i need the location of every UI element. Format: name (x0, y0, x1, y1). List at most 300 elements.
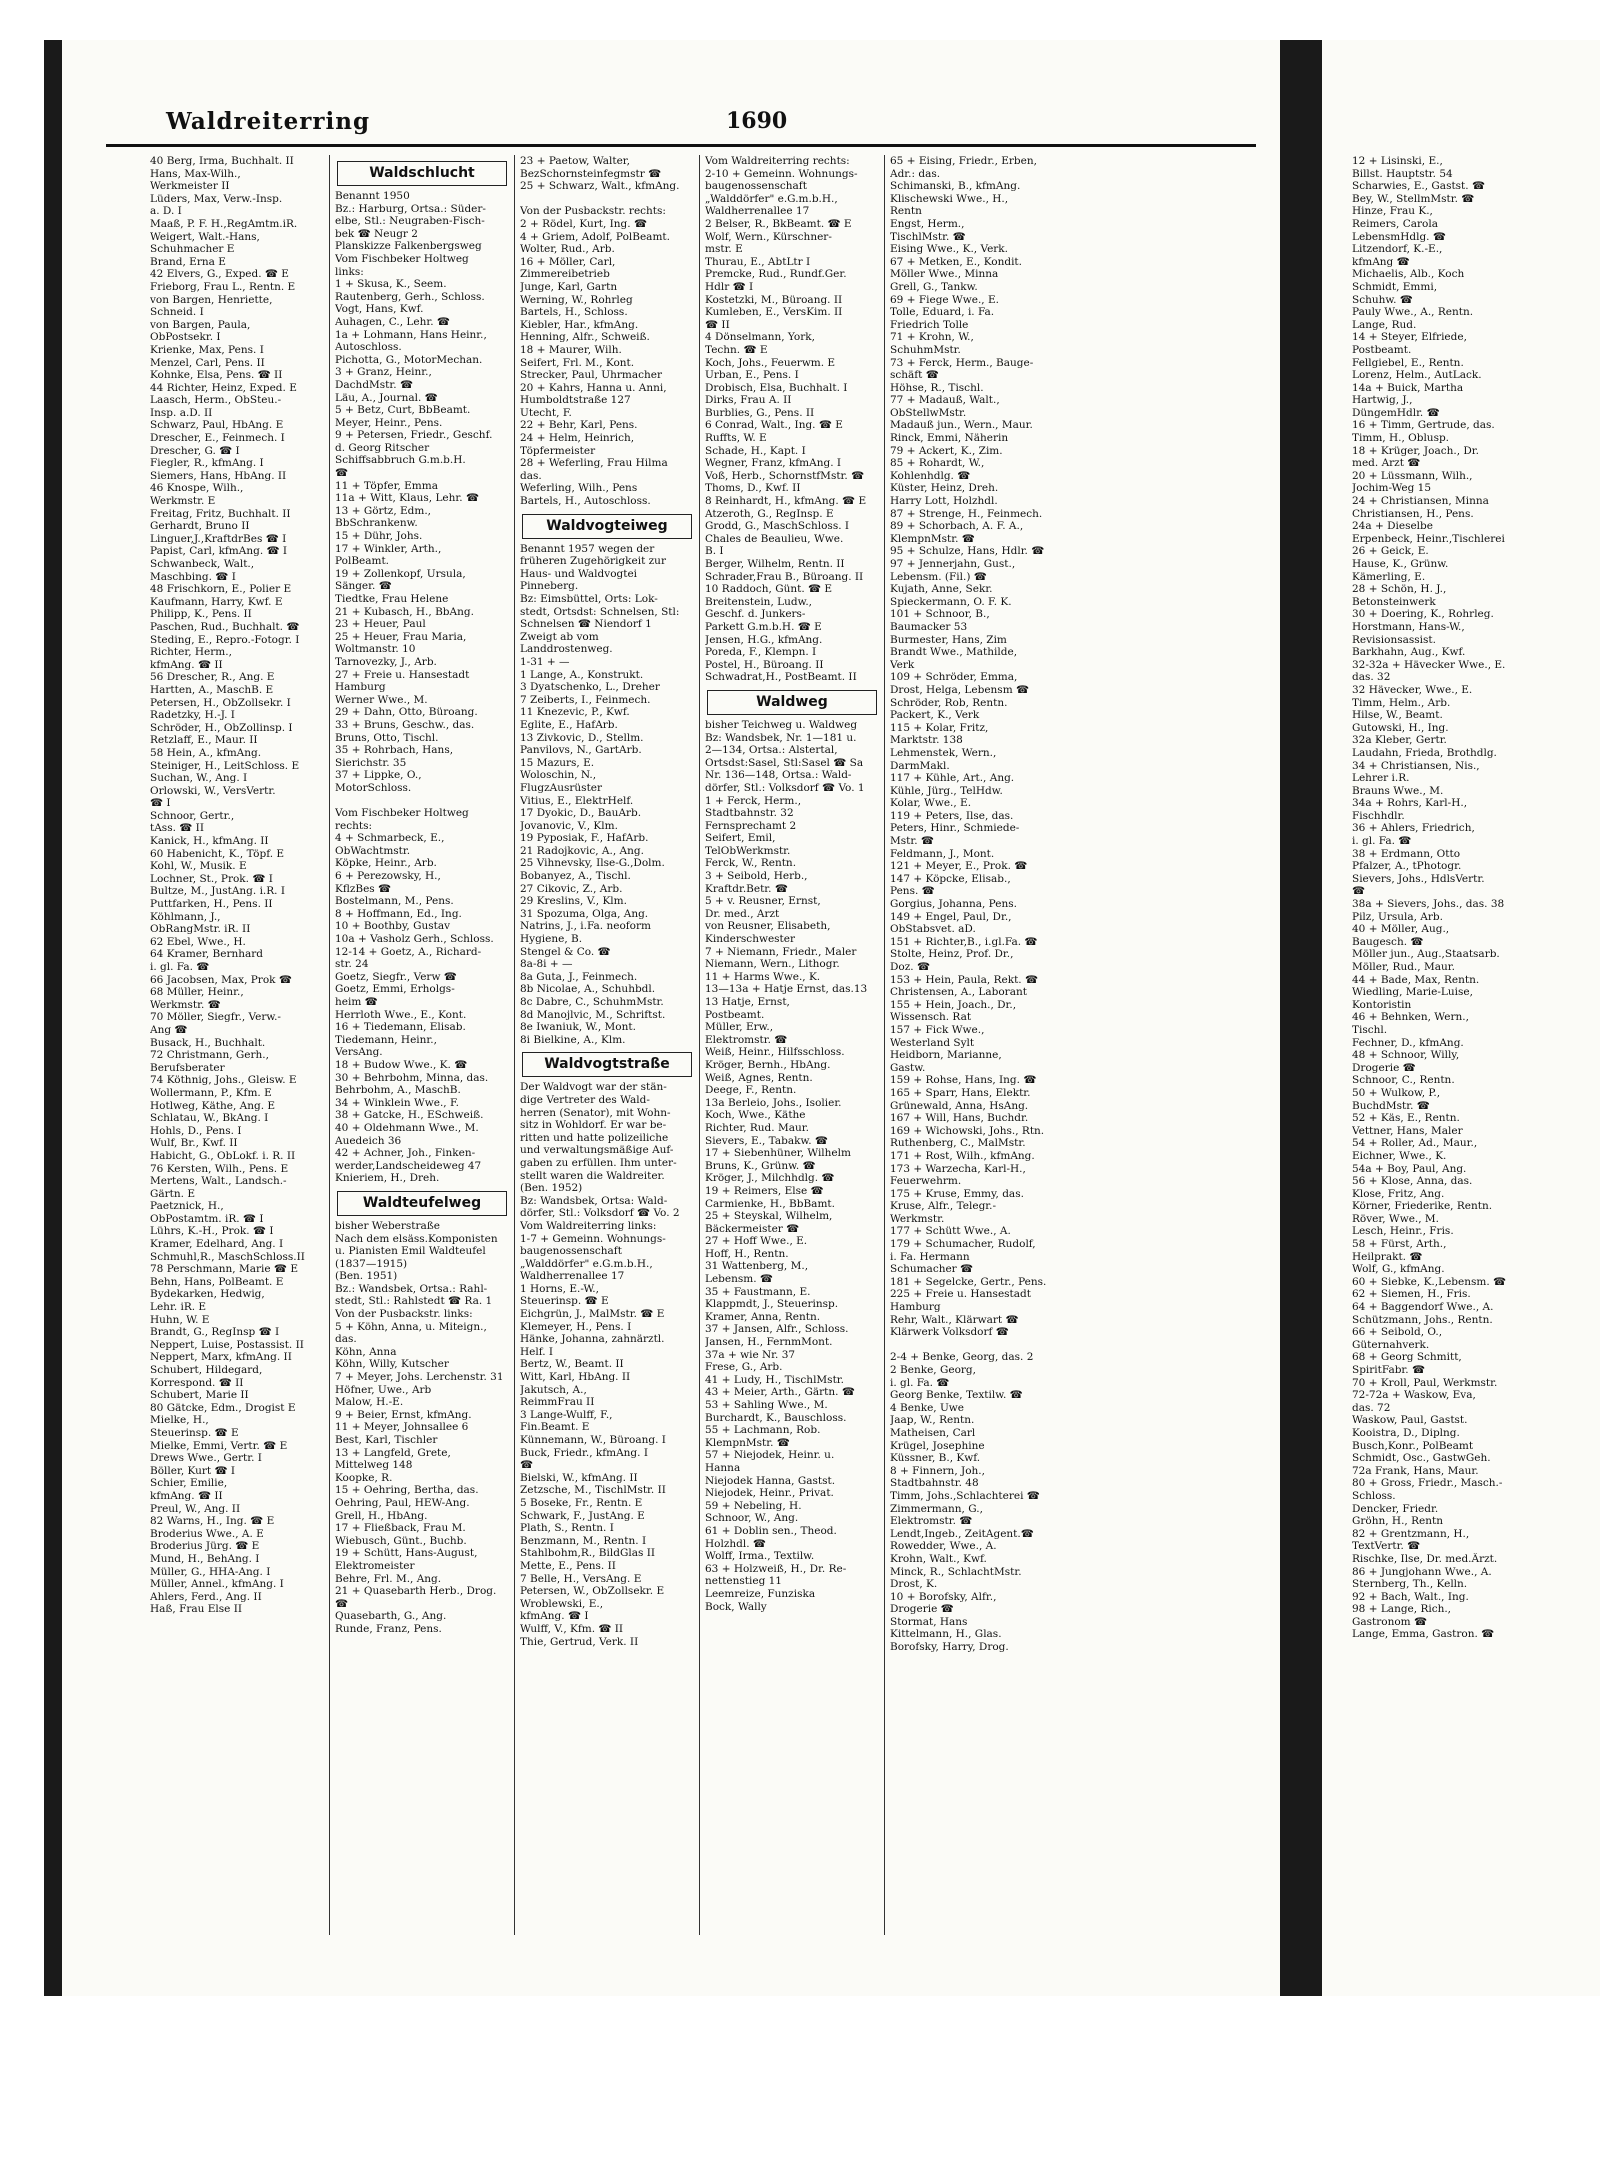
directory-entry-line: Jovanovic, V., Klm. (520, 819, 618, 832)
directory-entry-line: 41 + Ludy, H., TischlMstr. (705, 1373, 844, 1386)
directory-entry-line: Retzlaff, E., Maur. II (150, 734, 258, 747)
directory-entry-line: Jansen, H., FernmMont. (705, 1336, 833, 1349)
directory-entry-line: Plath, S., Rentn. I (520, 1522, 614, 1535)
directory-entry-line: Vom Fischbeker Holtweg (335, 252, 469, 265)
directory-entry-line: 121 + Meyer, E., Prok. ☎ (890, 860, 1028, 873)
directory-entry-line: LebensmHdlg. ☎ (1352, 230, 1446, 243)
directory-entry-line: Ruffts, W. E (705, 432, 767, 445)
directory-entry-line: ObPostamtm. iR. ☎ I (150, 1212, 264, 1225)
directory-entry-line: Maaß, P. F. H.,RegAmtm.iR. (150, 217, 298, 230)
directory-entry-line: Bey, W., StellmMstr. ☎ (1352, 192, 1475, 205)
directory-entry-line: Autoschloss. (335, 341, 402, 354)
directory-entry-line: Junge, Karl, Gartn (520, 280, 618, 293)
directory-entry-line: Stormat, Hans (890, 1615, 968, 1628)
directory-entry-line: 28 + Weferling, Frau Hilma (520, 457, 668, 470)
directory-entry-line: Schnoor, Gertr., (150, 809, 235, 822)
directory-entry-line: kfmAng ☎ (1352, 255, 1410, 268)
directory-entry-line: Krügel, Josephine (890, 1439, 985, 1452)
directory-entry-line: Radetzky, H.-J. I (150, 709, 235, 722)
directory-entry-line: Litzendorf, K.-E., (1352, 243, 1443, 256)
directory-entry-line: 82 Warns, H., Ing. ☎ E (150, 1515, 275, 1528)
directory-entry-line: Berufsberater (150, 1061, 225, 1074)
directory-entry-line: ReimmFrau II (520, 1396, 595, 1409)
directory-entry-line: Werkmstr. E (150, 495, 216, 508)
directory-entry-line: Frieborg, Frau L., Rentn. E (150, 280, 296, 293)
directory-entry-line: 13 + Görtz, Edm., (335, 504, 432, 517)
directory-entry-line: VersAng. (335, 1046, 383, 1059)
directory-entry-line: Paschen, Rud., Buchhalt. ☎ (150, 620, 300, 633)
directory-entry-line: Hoff, H., Rentn. (705, 1247, 789, 1260)
directory-entry-line: Rischke, Ilse, Dr. med.Ärzt. (1352, 1552, 1498, 1565)
directory-entry-line: Hdlr ☎ I (705, 280, 754, 293)
directory-entry-line: Goetz, Emmi, Erholgs- (335, 983, 455, 996)
directory-entry-line: elbe, Stl.: Neugraben-Fisch- (335, 215, 485, 228)
directory-entry-line: 56 + Klose, Anna, das. (1352, 1175, 1473, 1188)
directory-entry-line: Mstr. ☎ (890, 835, 934, 848)
directory-entry-line: Postbeamt. (705, 1008, 765, 1021)
directory-entry-line: Bielski, W., kfmAng. II (520, 1471, 638, 1484)
directory-entry-line: Heidborn, Marianne, (890, 1049, 1002, 1062)
directory-entry-line: Schützmann, Johs., Rentn. (1352, 1313, 1493, 1326)
directory-entry-line: Postbeamt. (1352, 343, 1412, 356)
directory-entry-line: Bartels, H., Autoschloss. (520, 495, 651, 508)
directory-entry-line: Werning, W., Rohrleg (520, 293, 633, 306)
directory-entry-line: Köpke, Heinr., Arb. (335, 857, 437, 870)
directory-entry-line: 6 + Perezowsky, H., (335, 870, 441, 883)
directory-entry-line: Wulf, Br., Kwf. II (150, 1137, 238, 1150)
directory-entry-line: Stahlbohm,R., BildGlas II (520, 1547, 655, 1560)
directory-entry-line: Schier, Emilie, (150, 1477, 228, 1490)
directory-entry-line: Drost, Helga, Lebensm ☎ (890, 683, 1030, 696)
directory-entry-line: Freitag, Fritz, Buchhalt. II (150, 507, 291, 520)
directory-entry-line: Peters, Hinr., Schmiede- (890, 822, 1020, 835)
directory-entry-line: Fin.Beamt. E (520, 1421, 590, 1434)
directory-entry-line: Schwarz, Paul, HbAng. E (150, 419, 284, 432)
directory-entry-line: Henning, Alfr., Schweiß. (520, 331, 650, 344)
column-4 (700, 155, 885, 1935)
directory-entry-line: schäft ☎ (890, 369, 939, 382)
column-2 (330, 155, 515, 1935)
directory-entry-line: 50 + Wulkow, P., (1352, 1086, 1441, 1099)
directory-entry-line: Pichotta, G., MotorMechan. (335, 353, 483, 366)
directory-entry-line: DachdMstr. ☎ (335, 378, 414, 391)
directory-entry-line: 36 + Ahlers, Friedrich, (1352, 822, 1475, 835)
directory-entry-line: 15 Mazurs, E. (520, 756, 595, 769)
directory-entry-line: Thoms, D., Kwf. II (705, 482, 801, 495)
directory-entry-line: Kämerling, E. (1352, 570, 1426, 583)
directory-entry-line: 80 + Gross, Friedr., Masch.- (1352, 1477, 1503, 1490)
directory-entry-line: Weferling, Wilh., Pens (520, 482, 638, 495)
directory-entry-line: Neppert, Luise, Postassist. II (150, 1338, 304, 1351)
directory-entry-line: Drogerie ☎ (1352, 1061, 1416, 1074)
directory-entry-line: 17 + Siebenhüner, Wilhelm (705, 1147, 851, 1160)
directory-entry-line: Sternberg, Th., Kelln. (1352, 1578, 1468, 1591)
directory-entry-line: Küster, Heinz, Dreh. (890, 482, 999, 495)
directory-entry-line: Herrloth Wwe., E., Kont. (335, 1008, 467, 1021)
street-heading-box: Waldweg (707, 690, 877, 715)
directory-entry-line: Drescher, G. ☎ I (150, 444, 240, 457)
page-number: 1690 (726, 108, 788, 134)
directory-entry-line: 11 + Meyer, Johnsallee 6 (335, 1421, 469, 1434)
directory-entry-line: 58 Hein, A., kfmAng. (150, 746, 262, 759)
directory-entry-line: 66 + Seibold, O., (1352, 1326, 1443, 1339)
directory-entry-line: 147 + Köpcke, Elisab., (890, 872, 1011, 885)
directory-entry-line: Hygiene, B. (520, 933, 583, 946)
directory-entry-line: Behrbohm, A., MaschB. (335, 1084, 461, 1097)
directory-entry-line: 86 + Jungjohann Wwe., A. (1352, 1565, 1492, 1578)
directory-entry-line: i. gl. Fa. ☎ (150, 961, 210, 973)
directory-entry-line: 19 + Schütt, Hans-August, (335, 1547, 478, 1560)
directory-entry-line: 7 Belle, H., VersAng. E (520, 1572, 642, 1585)
directory-entry-line: 8d Manojlvic, M., Schriftst. (520, 1008, 666, 1021)
directory-entry-line: Borofsky, Harry, Drog. (890, 1641, 1009, 1654)
directory-entry-line: 25 + Steyskal, Wilhelm, (705, 1210, 833, 1223)
directory-entry-line: Insp. a.D. II (150, 406, 213, 419)
directory-entry-line: Kröger, Bernh., HbAng. (705, 1058, 831, 1071)
directory-entry-line: Krohn, Walt., Kwf. (890, 1552, 987, 1565)
directory-entry-line: Bultze, M., JustAng. i.R. I (150, 885, 285, 898)
directory-entry-line: Grell, G., Tankw. (890, 280, 978, 293)
directory-entry-line: Waldherrenallee 17 (705, 205, 810, 218)
directory-entry-line: Nach dem elsäss.Komponisten (335, 1232, 498, 1245)
directory-entry-line: Steuerinsp. ☎ E (150, 1426, 239, 1439)
directory-entry-line: 151 + Richter,B., i.gl.Fa. ☎ (890, 935, 1038, 948)
directory-entry-line: Orlowski, W., VersVertr. (150, 784, 276, 797)
directory-entry-line: Madauß jun., Wern., Maur. (890, 419, 1033, 432)
directory-entry-line: sitz in Wohldorf. Er war be- (520, 1119, 667, 1132)
directory-entry-line: 4 + Griem, Adolf, PolBeamt. (520, 230, 670, 243)
directory-entry-line: Eichgrün, J., MalMstr. ☎ E (520, 1308, 665, 1321)
directory-entry-line: Busch,Konr., PolBeamt (1352, 1439, 1474, 1452)
directory-entry-line: 52 + Käs, E., Rentn. (1352, 1112, 1460, 1125)
directory-entry-line: 6 Conrad, Walt., Ing. ☎ E (705, 419, 843, 432)
directory-entry-line: Werkmstr. (890, 1212, 945, 1225)
directory-entry-line: Eichner, Wwe., K. (1352, 1149, 1447, 1162)
directory-entry-line: Huhn, W. E (150, 1313, 210, 1326)
directory-entry-line: Deege, F., Rentn. (705, 1084, 797, 1097)
directory-entry-line: Steiniger, H., LeitSchloss. E (150, 759, 300, 772)
directory-entry-line: 1 + Ferck, Herm., (705, 794, 802, 807)
directory-entry-line: Müller, Erw., (705, 1021, 774, 1034)
street-heading-box: Waldvogteiweg (522, 514, 692, 539)
directory-entry-line: d. Georg Ritscher (335, 441, 430, 454)
directory-entry-line: Weigert, Walt.-Hans, (150, 230, 260, 243)
directory-entry-line: Schade, H., Kapt. I (705, 444, 806, 457)
directory-entry-line: Leemreize, Funziska (705, 1587, 816, 1600)
directory-entry-line: bek ☎ Neugr 2 (335, 227, 418, 240)
directory-entry-line: Timm, H., Oblusp. (1352, 432, 1450, 445)
directory-entry-line: Linguer,J.,KraftdrBes ☎ I (150, 532, 287, 545)
directory-entry-line: Mertens, Walt., Landsch.- (150, 1175, 287, 1188)
directory-entry-line: (Ben. 1951) (335, 1270, 398, 1283)
directory-entry-line: Strecker, Paul, Uhrmacher (520, 369, 663, 382)
directory-entry-line: 23 + Paetow, Walter, (520, 155, 630, 167)
directory-entry-line: 8a-8i + — (520, 958, 573, 971)
directory-entry-line: Bz.: Wandsbek, Ortsa.: Rahl- (335, 1282, 488, 1295)
directory-entry-line: Seifert, Frl. M., Kont. (520, 356, 635, 369)
directory-entry-line: 22 + Behr, Karl, Pens. (520, 419, 638, 432)
directory-entry-line: Burmester, Hans, Zim (890, 633, 1007, 646)
directory-entry-line: 16 + Möller, Carl, (520, 255, 616, 268)
directory-entry-line: Schwark, F., JustAng. E (520, 1509, 645, 1522)
directory-entry-line: 31 Spozuma, Olga, Ang. (520, 907, 649, 920)
directory-entry-line: Von der Pusbackstr. rechts: (520, 205, 666, 218)
directory-columns (145, 155, 1255, 1935)
directory-entry-line: Von der Pusbackstr. links: (335, 1308, 473, 1321)
directory-entry-line: Poreda, F., Klempn. I (705, 646, 817, 659)
directory-entry-line: 27 + Freie u. Hansestadt (335, 668, 470, 681)
directory-entry-line: 20 + Lüssmann, Wilh., (1352, 469, 1473, 482)
directory-entry-line: 72-72a + Waskow, Eva, (1352, 1389, 1476, 1402)
directory-entry-line: 4 Dönselmann, York, (705, 331, 815, 344)
directory-entry-line: 13 Zivkovic, D., Stellm. (520, 731, 644, 744)
directory-entry-line: Tiedtke, Frau Helene (335, 593, 449, 605)
directory-entry-line: 30 + Doering, K., Rohrleg. (1352, 608, 1494, 621)
directory-entry-line: tAss. ☎ II (150, 822, 204, 835)
directory-entry-line: Premcke, Rud., Rundf.Ger. (705, 268, 847, 281)
directory-entry-line: 46 + Behnken, Wern., (1352, 1011, 1469, 1024)
directory-entry-line: 19 + Zollenkopf, Ursula, (335, 567, 466, 580)
directory-entry-line: Gorgius, Johanna, Pens. (890, 898, 1017, 911)
directory-entry-line: 32-32a + Hävecker Wwe., E. (1352, 658, 1506, 671)
directory-entry-line: Brauns Wwe., M. (1352, 784, 1444, 797)
directory-entry-line: Brand, Erna E (150, 255, 226, 268)
directory-entry-line: Schnoor, C., Rentn. (1352, 1074, 1455, 1087)
directory-entry-line: kfmAng. ☎ II (150, 1489, 223, 1502)
directory-entry-line: ObStabsvet. aD. (890, 923, 976, 936)
directory-entry-line: Koch, Wwe., Käthe (705, 1109, 806, 1122)
directory-entry-line: TelObWerkmstr. (705, 844, 791, 857)
directory-entry-line: Kolar, Wwe., E. (890, 797, 972, 810)
directory-entry-line: Feldmann, J., Mont. (890, 847, 995, 860)
directory-entry-line: 109 + Schröder, Emma, (890, 671, 1018, 684)
directory-entry-line: Tarnovezky, J., Arb. (335, 655, 437, 668)
directory-entry-line: Rautenberg, Gerh., Schloss. (335, 290, 485, 303)
directory-entry-line: Vom Waldreiterring rechts: (705, 155, 850, 167)
directory-entry-line: Stolte, Heinz, Prof. Dr., (890, 948, 1014, 961)
directory-entry-line: Drobisch, Elsa, Buchhalt. I (705, 381, 848, 394)
column-5 (885, 155, 1070, 1935)
directory-entry-line: Wolter, Rud., Arb. (520, 243, 615, 256)
directory-entry-line: Natrins, J., i.Fa. neoform (520, 920, 651, 933)
directory-entry-line: 97 + Jennerjahn, Gust., (890, 558, 1016, 570)
directory-entry-line: Lebensm. (Fil.) ☎ (890, 570, 987, 583)
directory-entry-line: Broderius Jürg. ☎ E (150, 1540, 260, 1553)
directory-entry-line: früheren Zugehörigkeit zur (520, 555, 666, 568)
directory-entry-line: u. Pianisten Emil Waldteufel (335, 1245, 486, 1258)
directory-entry-line: 21 + Kubasch, H., BbAng. (335, 605, 474, 618)
directory-entry-line: MotorSchloss. (335, 781, 412, 794)
directory-entry-line: TextVertr. ☎ (1352, 1540, 1421, 1553)
directory-entry-line: Mielke, H., (150, 1414, 209, 1427)
directory-entry-line: Bäckermeister ☎ (705, 1222, 800, 1235)
directory-entry-line: dige Vertreter des Wald- (520, 1093, 650, 1106)
directory-entry-line: Kumleben, E., VersKim. II (705, 306, 843, 319)
directory-entry-line: Bz.: Harburg, Ortsa.: Süder- (335, 202, 486, 215)
directory-entry-line: Seifert, Emil, (705, 832, 776, 845)
directory-entry-line: B. I (705, 545, 724, 558)
directory-entry-line: 24a + Dieselbe (1352, 520, 1433, 533)
directory-entry-line: 149 + Engel, Paul, Dr., (890, 910, 1012, 923)
directory-entry-line: 24 + Helm, Heinrich, (520, 432, 635, 445)
directory-entry-line: Möller Wwe., Minna (890, 268, 999, 281)
directory-entry-line: Breitenstein, Ludw., (705, 595, 812, 608)
directory-entry-line: 14a + Buick, Martha (1352, 381, 1464, 394)
directory-entry-line: Bruns, Otto, Tischl. (335, 731, 439, 744)
directory-entry-line: Hans, Max-Wilh., (150, 167, 241, 180)
directory-entry-line: Wiebusch, Günt., Buchb. (335, 1534, 467, 1547)
directory-entry-line: Röver, Wwe., M. (1352, 1212, 1440, 1225)
directory-entry-line: 30 + Behrbohm, Minna, das. (335, 1071, 489, 1084)
directory-entry-line: das. (520, 469, 542, 482)
directory-entry-line: Ruthenberg, C., MalMstr. (890, 1137, 1026, 1150)
directory-entry-line: 3 + Seibold, Herb., (705, 870, 808, 883)
directory-entry-line: 11 Knezevic, P., Kwf. (520, 706, 630, 719)
directory-entry-line: Horstmann, Hans-W., (1352, 620, 1465, 633)
column-1 (145, 155, 330, 1935)
directory-entry-line: 8e Iwaniuk, W., Mont. (520, 1021, 636, 1034)
directory-entry-line: ☎ (335, 1597, 349, 1610)
directory-entry-line: das. 72 (1352, 1401, 1391, 1414)
directory-entry-line: 19 + Reimers, Else ☎ (705, 1184, 824, 1197)
directory-entry-line: Schloss. (1352, 1489, 1396, 1502)
directory-entry-line: bisher Weberstraße (335, 1219, 441, 1232)
directory-entry-line: baugenossenschaft (705, 180, 807, 193)
directory-entry-line: Kohlenhdlg. ☎ (890, 469, 971, 482)
directory-entry-line: ObStellwMstr. (890, 406, 967, 419)
directory-entry-line: 7 + Meyer, Johs. Lerchenstr. 31 (335, 1371, 504, 1384)
directory-entry-line: Richter, Rud. Maur. (705, 1121, 809, 1134)
directory-entry-line: und verwaltungsmäßige Auf- (520, 1144, 674, 1157)
directory-entry-line: Rinck, Emmi, Näherin (890, 432, 1009, 445)
directory-entry-line: 72a Frank, Hans, Maur. (1352, 1464, 1479, 1477)
directory-entry-line: 5 + v. Reusner, Ernst, (705, 895, 821, 908)
directory-entry-line: Küssner, B., Kwf. (890, 1452, 981, 1465)
directory-entry-line: 8c Dabre, C., SchuhmMstr. (520, 996, 664, 1008)
directory-entry-line: Hohls, D., Pens. I (150, 1124, 242, 1137)
directory-entry-line: Krienke, Max, Pens. I (150, 343, 264, 356)
scan-bottom-margin (44, 1996, 1600, 2177)
directory-entry-line: Fechner, D., kfmAng. (1352, 1036, 1464, 1049)
directory-entry-line: i. Fa. Hermann (890, 1250, 970, 1263)
directory-entry-line: Weiß, Heinr., Hilfsschloss. (705, 1046, 845, 1059)
directory-entry-line: Christiansen, H., Pens. (1352, 507, 1474, 520)
directory-entry-line: Vogt, Hans, Kwf. (335, 303, 424, 316)
directory-entry-line: Reimers, Carola (1352, 217, 1438, 230)
directory-entry-line: SpiritFabr. ☎ (1352, 1364, 1426, 1376)
directory-entry-line: 167 + Will, Hans, Buchdr. (890, 1112, 1029, 1125)
directory-entry-line: Lebensm. ☎ (705, 1273, 773, 1286)
scan-shadow-left (44, 40, 62, 2000)
directory-entry-line: Planskizze Falkenbergsweg (335, 240, 482, 253)
directory-entry-line: 70 + Kroll, Paul, Werkmstr. (1352, 1376, 1498, 1389)
directory-entry-line: Sievers, Johs., HdlsVertr. (1352, 872, 1485, 885)
directory-entry-line: Bostelmann, M., Pens. (335, 895, 454, 908)
directory-entry-line: Grell, H., HbAng. (335, 1509, 428, 1522)
directory-entry-line: Wolff, Irma., Textilw. (705, 1550, 815, 1563)
directory-entry-line: Werkmstr. ☎ (150, 998, 221, 1011)
directory-entry-line: Geschf. d. Junkers- (705, 608, 806, 621)
directory-entry-line: 14 + Steyer, Elfriede, (1352, 331, 1467, 344)
directory-entry-line: Bertz, W., Beamt. II (520, 1358, 624, 1371)
directory-entry-line: 25 + Schwarz, Walt., kfmAng. (520, 180, 680, 193)
directory-entry-line: 61 + Doblin sen., Theod. (705, 1524, 837, 1537)
directory-entry-line: 5 Boseke, Fr., Rentn. E (520, 1496, 643, 1509)
directory-entry-line: Schröder, Rob, Rentn. (890, 696, 1008, 709)
directory-entry-line: 42 + Achner, Joh., Finken- (335, 1147, 476, 1160)
directory-entry-line: 16 + Tiedemann, Elisab. (335, 1021, 466, 1034)
directory-entry-line: Feuerwehrm. (890, 1175, 962, 1188)
directory-entry-line: stedt, Stl.: Rahlstedt ☎ Ra. 1 (335, 1295, 493, 1308)
directory-entry-line: Grodd, G., MaschSchloss. I (705, 520, 850, 533)
directory-entry-line: 64 Kramer, Bernhard (150, 948, 264, 961)
right-page-column (1352, 155, 1592, 1935)
directory-entry-line: 29 + Dahn, Otto, Büroang. (335, 706, 478, 719)
directory-entry-line: 11a + Witt, Klaus, Lehr. ☎ (335, 492, 480, 505)
directory-entry-line: 181 + Segelcke, Gertr., Pens. (890, 1275, 1047, 1288)
street-heading-box: Waldvogtstraße (522, 1052, 692, 1077)
directory-entry-line: 42 Elvers, G., Exped. ☎ E (150, 268, 289, 281)
directory-entry-line: TischlMstr. ☎ (890, 230, 966, 243)
directory-entry-line: Stengel & Co. ☎ (520, 945, 611, 958)
directory-entry-line: Christensen, A., Laborant (890, 986, 1027, 999)
directory-entry-line: Werkmeister II (150, 180, 230, 193)
directory-entry-line: med. Arzt ☎ (1352, 457, 1421, 470)
directory-entry-line: 10 + Boothby, Gustav (335, 920, 451, 933)
directory-entry-line: Müller, G., HHA-Ang. I (150, 1565, 271, 1578)
directory-entry-line: Nr. 136—148, Ortsa.: Wald- (705, 769, 852, 782)
directory-entry-line: 63 + Holzweiß, H., Dr. Re- (705, 1562, 847, 1575)
directory-entry-line: Schnoor, W., Ang. (705, 1512, 799, 1525)
directory-entry-line: 18 + Krüger, Joach., Dr. (1352, 444, 1480, 457)
directory-entry-line: Jaap, W., Rentn. (890, 1414, 975, 1427)
directory-entry-line: Töpfermeister (520, 444, 596, 457)
directory-entry-line: Betonsteinwerk (1352, 595, 1436, 608)
directory-entry-line: Kittelmann, H., Glas. (890, 1628, 1002, 1641)
directory-entry-line: Benannt 1950 (335, 190, 410, 202)
directory-entry-line: Humboldtstraße 127 (520, 394, 631, 407)
directory-entry-line: rechts: (335, 819, 373, 832)
directory-entry-line: Vom Fischbeker Holtweg (335, 807, 469, 820)
directory-entry-line: 40 + Möller, Aug., (1352, 923, 1450, 936)
directory-entry-line: Kramer, Anna, Rentn. (705, 1310, 821, 1323)
directory-entry-line: Buck, Friedr., kfmAng. I (520, 1446, 648, 1459)
directory-entry-line: Packert, K., Verk (890, 709, 980, 722)
directory-entry-line: Engst, Herm., (890, 217, 965, 230)
directory-entry-line: DarmMakl. (890, 759, 950, 772)
directory-entry-line: Ang ☎ (150, 1023, 188, 1036)
directory-entry-line: 2 Belser, R., BkBeamt. ☎ E (705, 217, 852, 230)
directory-entry-line: Eglite, E., HafArb. (520, 718, 618, 731)
directory-entry-line: i. gl. Fa. ☎ (1352, 835, 1412, 848)
directory-entry-line: 89 + Schorbach, A. F. A., (890, 520, 1024, 533)
directory-entry-line: 74 Köthnig, Johs., Gleisw. E (150, 1074, 297, 1087)
directory-entry-line: Hamburg (335, 681, 386, 694)
directory-entry-line: Fellgiebel, E., Rentn. (1352, 356, 1464, 369)
directory-entry-line: Richter, Herm., (150, 646, 232, 659)
directory-entry-line: Lehr. iR. E (150, 1301, 207, 1314)
directory-entry-line: Elektromeister (335, 1559, 415, 1572)
directory-entry-line: Wroblewski, E., (520, 1597, 604, 1610)
book-gutter (1280, 40, 1322, 2000)
directory-entry-line: Schröder, H., ObZollinsp. I (150, 721, 293, 734)
directory-entry-line: Frese, G., Arb. (705, 1361, 783, 1374)
directory-entry-line: 10 + Borofsky, Alfr., (890, 1590, 997, 1603)
directory-entry-line: heim ☎ (335, 996, 378, 1008)
directory-entry-line: von Bargen, Paula, (150, 318, 251, 331)
directory-entry-line: 77 + Madauß, Walt., (890, 394, 1000, 407)
directory-entry-line: Klappmdt, J., Steuerinsp. (705, 1298, 839, 1311)
